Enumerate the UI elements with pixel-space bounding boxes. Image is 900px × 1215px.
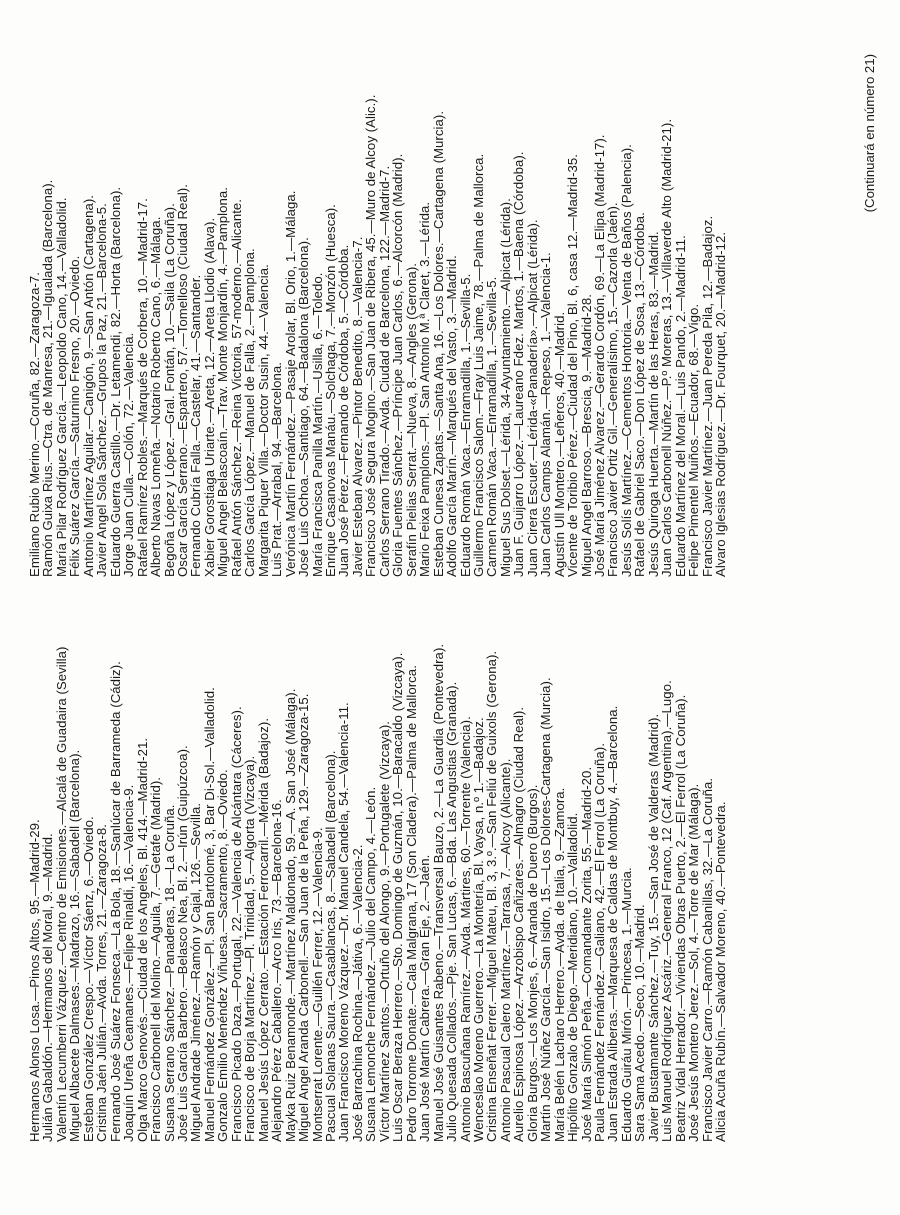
address-entry: Francisco Javier Martínez.—Juan Pereda Pila, 12.—Badajoz. xyxy=(699,215,715,577)
address-column-right xyxy=(28,57,728,577)
address-entry: Ramón Guixa Rius.—Ctra. de Manresa, 21.—Igualada (Barcelona). xyxy=(40,179,56,577)
address-entry: José María Jiménez Alvarez.—Gerardo Cordón, 69.—La Elipa (Madrid-17). xyxy=(592,134,608,577)
address-entry: Juan Cirera Escuer.—Lérida-«Panadería».—Alpicat (Lérida). xyxy=(524,219,540,577)
address-entry: Pascual Solanas Saura.—Casablancas, 8.—Sabadell (Barcelona). xyxy=(322,750,338,1142)
address-column-left xyxy=(28,602,728,1142)
address-entry: Eduardo Martínez del Moral.—Luis Pando, 2.—Madrid-11. xyxy=(672,235,688,577)
address-entry: Víctor Martínez Santos.—Ortuño del Alongo, 9.—Portugalete (Vizcaya). xyxy=(376,721,392,1142)
address-entry: Juan José Pérez.—Fernando de Córdoba, 5.—Córdoba. xyxy=(336,244,352,577)
address-entry: Montserrat Lorente.—Guillén Ferrer, 12.—Valencia-9. xyxy=(309,827,325,1142)
address-entry: José Jesús Montero Jerez.—Sol, 4.—Torre de Mar (Málaga). xyxy=(686,783,702,1142)
address-entry: Begoña López y López.—Gral. Fontán, 10.—Saila (La Coruña). xyxy=(161,203,177,577)
address-entry: Alberto Navas Lomeña.—Notario Roberto Cano, 6.—Málaga. xyxy=(148,216,164,577)
address-entry: Miguel Albacete Dalmases.—Madrazo, 16.—Sabadell (Barcelona). xyxy=(67,749,83,1142)
address-entry: Juan Estrada Aliberas.—Marquesa de Caldas de Montbuy, 4.—Barcelona. xyxy=(605,705,621,1142)
address-entry: Luis Manuel Rodríguez Ascáriz.—General Franco, 12 (Caf. Argentina).—Lugo. xyxy=(659,680,675,1142)
address-entry: Agustín Ull Montero.—Leñeros, 40.—Madrid. xyxy=(551,311,567,577)
address-entry: Francisco de Borja Martínez.—Pl. Trinidad, 5.—Algorta (Vizcaya). xyxy=(242,755,258,1142)
address-entry: Manuel Fernández González.—Pl. San Bartolomé, 3, Bar Di-Sol.—Valladolid. xyxy=(201,687,217,1142)
address-entry: Carmen Román Vaca.—Enramadilla, 1.—Sevilla-5. xyxy=(484,276,500,577)
address-entry: Miguel Angel Belascoaín.—Trav. Monte Monjardín, 4.—Pamplona. xyxy=(215,186,231,577)
address-entry: Sara Sama Acedo.—Seco, 10.—Madrid. xyxy=(632,904,648,1142)
address-entry: Carlos Serrano Tirado.—Avda. Ciudad de Barcelona, 122.—Madrid-7. xyxy=(376,165,392,577)
address-entry: Manuel Jesús López Cerrato.—Estación Ferrocarril.—Mérida (Badajoz). xyxy=(255,717,271,1142)
address-entry: Juan Carlos Carbonell Núñez.—P.º Moreras, 13.—Villaverde Alto (Madrid-21). xyxy=(659,118,675,577)
address-entry: Esteban González Crespo.—Víctor Sáenz, 6.—Oviedo. xyxy=(80,816,96,1142)
address-entry: Hipólito Gonzalo de Diego.—Meridiano, 10.—Valladolid. xyxy=(565,812,581,1142)
address-entry: Alvaro Iglesias Rodríguez.—Dr. Fourquet, 20.—Madrid-12. xyxy=(713,231,729,577)
address-entry: Manuel José Guisantes Rabeno.—Transversal Bauzo, 2.—La Guardia (Pontevedra). xyxy=(430,643,446,1142)
address-entry: Esteban Cunesa Zapats.—Santa Ana, 16.—Los Dolores.—Cartagena (Murcia). xyxy=(430,110,446,577)
address-entry: Antonio Pascual Calero Martínez.—Tarrasa, 7.—Alcoy (Alicante). xyxy=(497,758,513,1142)
address-entry: Olga Marco Genovés.—Ciudad de los Angeles, Bl. 414.—Madrid-21. xyxy=(134,737,150,1142)
address-entry: Susana Serrano Sánchez.—Panaderas, 18.—La Coruña. xyxy=(161,804,177,1142)
address-entry: Juan F. Guijarro López.—Laureano Fdez. Martos, 1.—Baena (Córdoba). xyxy=(511,151,527,577)
address-entry: Serafín Pielias Serrat.—Nueva, 8.—Angles (Gerona). xyxy=(403,262,419,577)
address-entry: Javier Bustamante Sánchez.—Tuy, 15.—San José de Valderas (Madrid). xyxy=(645,713,661,1142)
address-entry: Enrique Casanovas Manáu.—Solchaga, 7.—Monzón (Huesca). xyxy=(322,204,338,577)
address-entry: Adolfo García Marín.—Marqués del Vasto, 3.—Madrid. xyxy=(444,255,460,577)
address-entry: Julio Quesada Collados.—Pje. San Lucas, 6.—Bda. Las Angustias (Granada). xyxy=(444,681,460,1142)
address-entry: Javier Angel Sola Sánchez.—Grupos la Paz, 21.—Barcelona-5. xyxy=(94,203,110,577)
address-entry: Eduardo Guerra Castillo.—Dr. Letamendi, 82.—Horta (Barcelona). xyxy=(107,186,123,577)
address-entry: Mario Feixa Pamplons.—Pl. San Antonio M.ª Claret, 3.—Lérida. xyxy=(417,201,433,577)
address-entry: Mayka Ruiz Benamonde.—Martínez Maldonado, 59.—A. San José (Málaga). xyxy=(282,688,298,1142)
address-entry: Paula Fernández Fernández.—Galiano, 42.—El Ferrol (La Coruña). xyxy=(592,743,608,1142)
address-entry: María Pilar Rodríguez García.—Leopoldo Cano, 14.—Valladolid. xyxy=(53,197,69,577)
address-entry: Verónica Martín Fernández.—Pasaje Arolar, Bl. Orio, 1.—Málaga. xyxy=(282,190,298,577)
address-entry: Wenceslao Moreno Guerrero.—La Montería, Bl. Vaysa, n.º 1.—Badajoz. xyxy=(470,717,486,1142)
address-entry: Guillermo Francisco Salom.—Fray Luis Jaime, 78.—Palma de Mallorca. xyxy=(470,153,486,577)
address-entry: Félix Suárez García.—Saturnino Fresno, 20.—Oviedo. xyxy=(67,255,83,577)
continuation-note: (Continuará en número 21) xyxy=(862,54,877,213)
address-entry: Fernando Cubría Falla.—Castelar, 41.—Santander. xyxy=(188,274,204,577)
address-entry: Cristina Enseñat Ferrer.—Miguel Mateu, Bl. 3, 3.º.—San Feliú de Guixols (Gerona). xyxy=(484,650,500,1142)
address-entry: Miguel Sus Dolset.—Lérida, 34-Ayuntamiento.—Alpicat (Lérida). xyxy=(497,198,513,577)
address-entry: Gloria Burgos.—Los Monjes, 6.—Aranda de Duero (Burgos). xyxy=(524,784,540,1142)
address-entry: Antonio Martínez Aguilar.—Canigón, 9.—San Antón (Cartagena). xyxy=(80,195,96,577)
address-entry: Valentín Lecumberri Vázquez.—Centro de Emisiones.—Alcalá de Guadaira (Sevilla) xyxy=(53,646,69,1142)
address-entry: Joaquín Ureña Ceamanes.—Felipe Rinaldi, 16.—Valencia-9. xyxy=(121,784,137,1142)
address-entry: Antonio Bascuñana Ramírez.—Avda. Mártires, 60.—Torrente (Valencia). xyxy=(457,716,473,1142)
address-entry: Francisco Picado Daza.—Portugal, 22.—Valencia de Alcántara (Cáceres). xyxy=(228,706,244,1142)
address-entry: Rafael Ramírez Robles.—Marqués de Corbera, 10.—Madrid-17. xyxy=(134,198,150,577)
address-entry: Susana Lemonche Fernández.—Julio del Campo, 4.—León. xyxy=(363,786,379,1142)
address-entry: Juan José Martín Cabrera.—Gran Eje, 2.—Jaén. xyxy=(417,854,433,1142)
address-entry: Luis Oscar Beraza Herrero.—Sto. Domingo de Guzmán, 10.—Baracaldo (Vizcaya). xyxy=(390,652,406,1142)
address-entry: Alejandro Pérez Caballero.—Arco Iris, 73.—Barcelona-16. xyxy=(269,799,285,1142)
address-entry: Francisco Carbonell del Molino.—Aguila, 7.—Getafe (Madrid). xyxy=(148,776,164,1142)
address-entry: Gloria Fuentes Sánchez.—Príncipe Juan Carlos, 6.—Alcorcón (Madrid). xyxy=(390,153,406,577)
address-entry: Francisco José Segura Mogino.—San Juan de Ribera, 45.—Muro de Alcoy (Alic.). xyxy=(363,94,379,577)
address-entry: Hermanos Alonso Losa.—Pinos Altos, 95.—Madrid-29. xyxy=(27,819,42,1142)
address-entry: Oscar García Serrano.—Espartero, 57.—Tomelloso (Ciudad Real). xyxy=(174,184,190,577)
address-entry: Jesús Solís Martínez.—Cementos Hontoria.—Venta de Baños (Palencia). xyxy=(618,144,634,577)
rotated-text-block xyxy=(20,32,880,1182)
address-entry: Julián Gabaldón.—Hermanos del Moral, 9.—Madrid. xyxy=(40,833,56,1142)
address-entry: María Belén Lacharo Herrero.—Avda. de Italia, 9.—Zamora. xyxy=(551,787,567,1142)
address-entry: José Luis García Barbero.—Belasco Nea, Bl. 2.—Irún (Guipúzcoa). xyxy=(174,745,190,1142)
address-entry: Martín José Núñez García.—San Isidro, 15.—Los Dolores-Cartagena (Murcia). xyxy=(538,677,554,1142)
address-entry: Gonzalo Emilio Menéndez Viñuesa.—Sacramento, 8.—Oviedo. xyxy=(215,769,231,1142)
address-entry: Rafael Antón Sánchez.—Reina Victoria, 57-moderno.—Alicante. xyxy=(228,198,244,577)
address-entry: José Luis Ochoa.—Santiago, 64.—Badalona (Barcelona). xyxy=(296,237,312,577)
address-entry: Juan Carlos Camps Alamán.—Repeso, 1.—Valencia-1. xyxy=(538,252,554,577)
address-entry: Javier Esteban Alvarez.—Pintor Benedito, 8.—Valencia-7. xyxy=(349,236,365,577)
address-entry: Jesús Quiroga Huerta.—Martín de las Heras, 83.—Madrid. xyxy=(645,231,661,577)
address-entry: Jorge Juan Culla.—Colón, 72.—Valencia. xyxy=(121,332,137,577)
address-entry: Eduardo Guiráu Mirón.—Princesa, 1.—Murcia. xyxy=(618,867,634,1142)
address-entry: Francisco Javier Ortiz Gil.—Generalísimo, 15.—Cazorla (Jaén). xyxy=(605,202,621,577)
address-entry: Aurelio Espinosa López.—Arzobispo Cañizares.—Almagro (Ciudad Real). xyxy=(511,706,527,1142)
address-entry: Margarita Piquer Villa.—Doctor Susin, 44.—Valencia. xyxy=(255,264,271,577)
address-entry: Vicente de Toribio Pérez.—Ciudad del Pino, Bl. 6, casa 12.—Madrid-35. xyxy=(565,154,581,577)
address-entry: María Francisca Panilla Martín.—Usilla, 6.—Toledo. xyxy=(309,272,325,577)
address-entry: Miguel Andrade Jiménez.—Ramón y Cajal, 126.—Sevilla. xyxy=(188,802,204,1142)
address-entry: Rafael de Gabriel Saco.—Don López de Sosa, 13.—Córdoba. xyxy=(632,212,648,577)
address-entry: Francisco Javier Carro.—Ramón Cabanillas, 32.—La Coruña. xyxy=(699,777,715,1142)
address-entry: Xabier Gorostiaga Uriarte.—Areta, 12.—Areta Llodio (Alava). xyxy=(201,217,217,577)
address-entry: Felipe Pimentel Muiños.—Ecuador, 68.—Vigo. xyxy=(686,303,702,577)
address-entry: Emiliano Rubio Merino.—Coruña, 82.—Zaragoza-7. xyxy=(27,271,42,577)
address-entry: Beatriz Vidal Herrador.—Viviendas Obras Puerto, 2.—El Ferrol (La Coruña). xyxy=(672,694,688,1142)
address-entry: Carlos García López.—Manuel de Falla, 2.—Pamplona. xyxy=(242,248,258,577)
address-entry: José Barrachina Rochina.—Játiva, 6.—Valencia-2. xyxy=(349,844,365,1142)
address-entry: Alicia Acuña Rubín.—Salvador Moreno, 40.—Pontevedra. xyxy=(713,801,729,1142)
address-entry: José María Simón Peña.—Comandante Zorita, 55.—Madrid-20. xyxy=(578,766,594,1142)
address-entry: Miguel Angel Aranda Carbonell.—San Juan de la Peña, 129.—Zaragoza-15. xyxy=(296,693,312,1142)
address-entry: Pedro Torrome Donate.—Cala Malgrana, 17 (Son Cladera).—Palma de Mallorca. xyxy=(403,665,419,1142)
address-entry: Luis Prat.—Arrabal, 94.—Barcelona. xyxy=(269,362,285,577)
address-entry: Miguel Angel Barroso.—Brescia, 9.—Madrid-28. xyxy=(578,294,594,577)
address-entry: Fernando José Suárez Fonseca.—La Bola, 18.—Sanlúcar de Barrameda (Cádiz). xyxy=(107,661,123,1142)
address-entry: Juan Francisco Moreno Vázquez.—Dr. Manuel Candela, 54.—Valencia-11. xyxy=(336,702,352,1142)
address-entry: Eduardo Román Vaca.—Enramadilla, 1.—Sevilla-5. xyxy=(457,273,473,577)
address-entry: Cristina Jaén Julián.—Avda. Torres, 21.—Zaragoza-8. xyxy=(94,824,110,1142)
